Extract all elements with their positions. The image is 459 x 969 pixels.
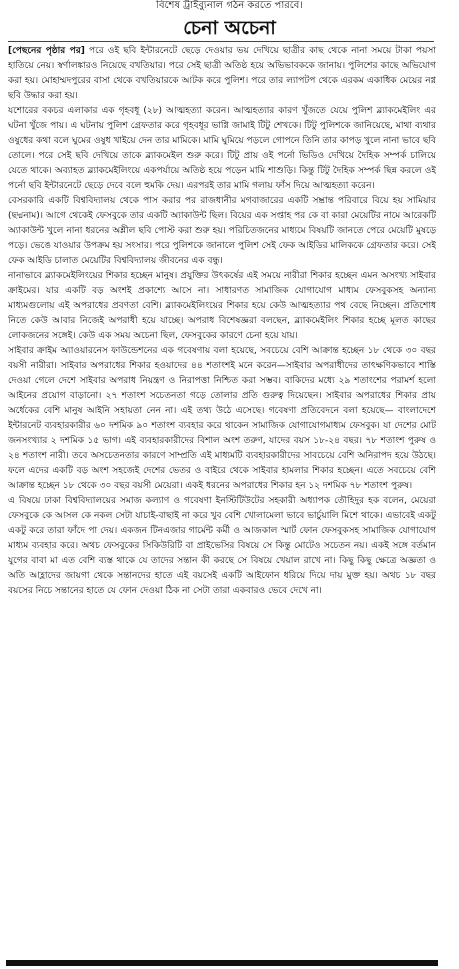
paragraph-text: পরে ওই ছবি ইন্টারনেটে ছেড়ে দেওয়ার ভয় দেখিয়ে ছাত্রীর কাছ থেকে নানা সময়ে টাকা পয়সা হাতিয়ে নেয়। স্বর্ণালঙ্কারও নিয়েছে বখতিয়ার। পরে সেই ছাত্রী অতিষ্ঠ হয়ে অভিভাবককে জানায়। পুলিশের কাছে অভিযোগ করা হয়। মোহাম্মদপুরের বাসা থেকে বখতিয়ারকে আটক করে পুলিশ। পরে তার ল্যাপটপ থেকে এরকম একাধিক মেয়ের নগ্ন ছবি উদ্ধার করা হয়। [8,46,436,101]
article-body [8,44,436,599]
article-paragraph: নানাভাবে ব্ল্যাকমেইলিংয়ের শিকার হচ্ছেন মানুষ। প্রযুক্তির উৎকর্ষের এই সময়ে নারীরা শিকার হচ্ছেন এমন অসংখ্য সাইবার ক্রাইমের। যার একটি বড় অংশই প্রকাশ্যে আসে না। সাধারণত সামাজিক যোগাযোগ মাধ্যম ফেসবুকসহ অন্যান্য মাধ্যমগুলোয় এই অপরাধের প্রবণতা বেশি। ব্ল্যাকমেইলিংয়ের শিকার হয়ে কেউ আত্মহত্যার পথ বেছে নিচ্ছেন। প্রতিশোধ নিতে কেউ আবার নিজেই অপরাধী হয়ে যাচ্ছে। অপরাধ বিশেষজ্ঞরা বলছেন, ব্ল্যাকমেইলিং শিকার হচ্ছে মূলত কাছের লোকজনের সঙ্গেই। কেউ এক সময় অচেনা ছিল, ফেসবুকের কারণে চেনা হয়ে যায়। [8,271,436,341]
article-paragraph: এ বিষয়ে ঢাকা বিশ্ববিদ্যালয়ের সমাজ কল্যাণ ও গবেষণা ইনস্টিটিউটের সহকারী অধ্যাপক তৌহিদুর হক বলেন, মেয়েরা ফেসবুকে কে আসল কে নকল সেটা যাচাই-বাছাই না করে খুব বেশি খোলামেলা ভাবে ভার্চুয়ালি মিশে থাকে। এভাবেই একটু একটু করে তারা ফাঁদে পা দেয়। একজন টিনএজার গার্মেন্ট কর্মী ও আজকাল স্মার্ট ফোন ফেসবুকসহ সামাজিক যোগাযোগ মাধ্যম ব্যবহার করে। অথচ ফেসবুকের সিকিউরিটি বা প্রাইভেসির বিষয়ে সে কিন্তু মোটেও সচেতন নয়। একই সঙ্গে বর্তমান যুগের বাবা মা এত বেশি ব্যস্ত থাকে যে তাদের সন্তান কী করছে সে বিষয়ে খেয়াল রাখে না। কিছু কিছু ক্ষেত্রে অজ্ঞতা ও অতি আহ্লাদের জায়গা থেকে সন্তানদের হাতে এই বয়সেই একটি আইফোন ধরিয়ে দিয়ে দায় মুক্ত হয়। অথচ ১৮ বছর বয়সের নিচে সন্তানের হাতে যে ফোন দেওয়া ঠিক না সেটা তারা একবারও ভেবে দেখে না। [8,496,436,596]
continued-label: [পেছনের পৃষ্ঠার পর] [8,46,85,56]
article-paragraph [8,44,436,104]
article-paragraph: যশোরের বকচর এলাকার এক গৃহবধূ (২৮) আত্মহত্যা করেন। আত্মহত্যার কারণ খুঁজতে যেয়ে পুলিশ ব্ল্যাকমেইলিং এর ঘটনা খুঁজে পায়। এ ঘটনায় পুলিশ গ্রেফতার করে গৃহবধূর ভাগ্নি জামাই টিটু শেখকে। টিটু পুলিশকে জানিয়েছে, মাথা ব্যথার ওষুধের কথা বলে ঘুমের ওষুধ খাইয়ে দেন তার মামিকে। মামি ঘুমিয়ে পড়লে গোপনে তিনি তার কাপড় খুলে নানা ভাবে ছবি তোলে। পরে সেই ছবি দেখিয়ে তাকে ব্ল্যাকমেইল শুরু করে। টিটু প্রায় ওই পর্নো ভিডিও দেখিয়ে দৈহিক সম্পর্ক চালিয়ে যেতে থাকে। অব্যাহত ব্ল্যাকমেইলিংয়ে একপর্যায়ে অতিষ্ঠ হয়ে পড়েন মামি শাশুড়ি। কিন্তু টিটু দৈহিক সম্পর্ক ছিন্ন করলে ওই পর্নো ছবি ইন্টারনেটে ছেড়ে দেবে বলে হুমকি দেয়। এরপরই তার মামি গলায় ফাঁস দিয়ে আত্মহত্যা করেন। [8,106,436,191]
bottom-border [6,960,438,966]
article-paragraph: বেসরকারি একটি বিশ্ববিদ্যালয় থেকে পাস করার পর রাজধানীর মগবাজারের একটি সম্ভ্রান্ত পরিবারে বিয়ে হয় সামিয়ার (ছদ্মনাম)। আগে থেকেই ফেসবুকে তার একটি অ্যাকাউন্ট ছিল। বিয়ের এক সপ্তাহ পর কে বা কারা মেয়েটির নামে আরেকটি অ্যাকাউন্ট খুলে নানা ধরনের অশ্লীল ছবি পোস্ট করা শুরু হয়। পরিচিতজনের মাধ্যমে বিষয়টি জানতে পেরে মেয়েটি মুষড়ে পড়ে। ভেঙে যাওয়ার উপক্রম হয় সংসার। পরে পুলিশকে জানালে পুলিশ সেই ফেক আইডির মালিককে গ্রেফতার করে। সেই ফেক আইডি চালাত মেয়েটির বিশ্ববিদ্যালয় জীবনের এক বন্ধু। [8,196,436,266]
headline-divider [8,41,434,42]
article-paragraph: সাইবার ক্রাইম অ্যাওয়ারনেস ফাউন্ডেশনের এক গবেষণায় বলা হয়েছে, সবচেয়ে বেশি আক্রান্ত হচ্ছেন ১৮ থেকে ৩০ বছর বয়সী নারীরা। সাইবার অপরাধের শিকার হওয়াদের ৪৪ শতাংশই মনে করেন—সাইবার অপরাধীদের তাৎক্ষণিকভাবে শাস্তি দেওয়া গেলে দেশে সাইবার অপরাধ নিয়ন্ত্রণ ও নিরাপত্তা নিশ্চিত করা সম্ভব। বাকিদের মধ্যে ২৯ শতাংশের পরামর্শ হলো আইনের প্রয়োগ বাড়ানো। ২৭ শতাংশ সচেতনতা গড়ে তোলার প্রতি গুরুত্ব দিয়েছেন। সাইবার অপরাধের শিকার প্রায় অর্ধেকের বেশি মানুষ আইনি সহায়তা নেন না। এই তথ্য উঠে এসেছে। গবেষণা প্রতিবেদনে বলা হয়েছে— বাংলাদেশে ইন্টারনেট ব্যবহারকারীর ৬০ দশমিক ৯০ শতাংশ ব্যবহার করে থাকেন সামাজিক যোগাযোগমাধ্যম ফেসবুক। যা দেশের মোট জনসংখ্যার ২ দশমিক ১৫ ভাগ। এই ব্যবহারকারীদের বিশাল অংশ তরুণ, যাদের বয়স ১৮-২৪ বছর। ৭৮ শতাংশ পুরুষ ও ২৪ শতাংশ নারী। তবে অসচেতনতার কারণে সাম্প্রতি এই মাধ্যমটি ব্যবহারকারীদের সাবচেয়ে বেশি অনিরাপদ হয়ে উঠছে। ফলে এদের একটি বড় অংশ সহজেই দেশের ভেতর ও বাইরে থেকে সাইবার হামলার শিকার হচ্ছেন। এতে সবচেয়ে বেশি আক্রান্ত হচ্ছেন ১৮ থেকে ৩০ বছর বয়সী মেয়েরা। একই ধরনের অপরাধের শিকার হন ১২ দশমিক ৭৮ শতাংশ পুরুষ। [8,346,436,491]
headline: চেনা অচেনা [183,17,276,39]
previous-article-fragment: বিশেষ ট্রাইব্যুনাল গঠন করতে পারবে। [156,0,303,11]
